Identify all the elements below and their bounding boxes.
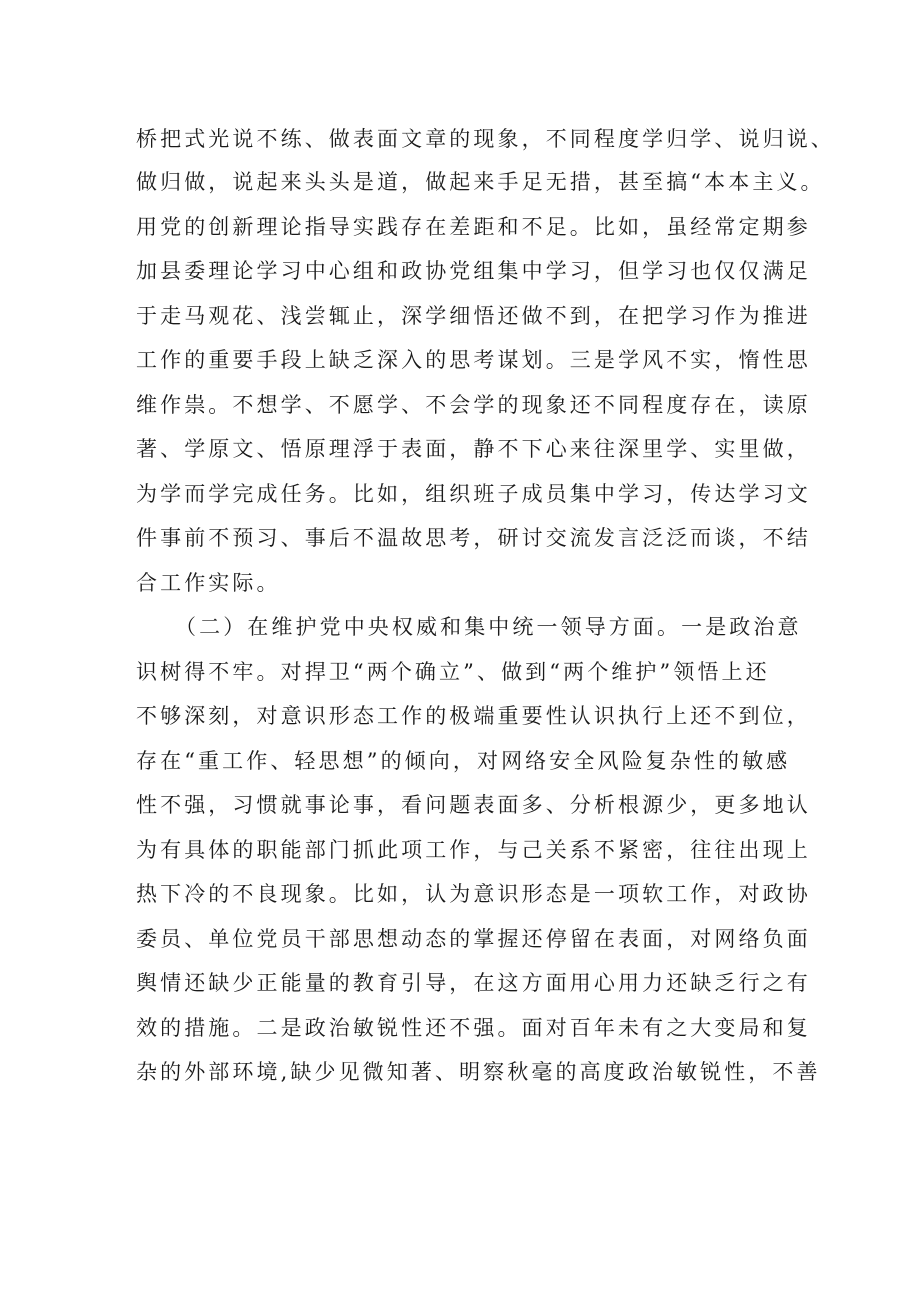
text-line: 件事前不预习、事后不温故思考，研讨交流发言泛泛而谈，不结 — [136, 526, 811, 550]
text-line: 识树得不牢。对捍卫“两个确立”、做到“两个维护”领悟上还 — [136, 660, 770, 684]
text-line: 工作的重要手段上缺乏深入的思考谋划。三是学风不实，惰性思 — [136, 348, 811, 372]
text-line: 存在“重工作、轻思想”的倾向，对网络安全风险复杂性的敏感 — [136, 749, 791, 773]
text-line: 用党的创新理论指导实践存在差距和不足。比如，虽经常定期参 — [136, 215, 811, 239]
text-line: 性不强，习惯就事论事，看问题表面多、分析根源少，更多地认 — [136, 793, 811, 817]
text-line: 为学而学完成任务。比如，组织班子成员集中学习，传达学习文 — [136, 482, 811, 506]
text-line: 不够深刻，对意识形态工作的极端重要性认识执行上还不到位， — [136, 704, 811, 728]
text-line: 为有具体的职能部门抓此项工作，与己关系不紧密，往往出现上 — [136, 838, 811, 862]
text-line: 舆情还缺少正能量的教育引导，在这方面用心用力还缺乏行之有 — [136, 971, 811, 995]
text-line: 委员、单位党员干部思想动态的掌握还停留在表面，对网络负面 — [136, 927, 811, 951]
text-line: 桥把式光说不练、做表面文章的现象，不同程度学归学、说归说、 — [136, 127, 835, 151]
text-line: 合工作实际。 — [136, 571, 281, 595]
text-line: 著、学原文、悟原理浮于表面，静不下心来往深里学、实里做， — [136, 437, 811, 461]
text-line: 热下冷的不良现象。比如，认为意识形态是一项软工作，对政协 — [136, 882, 811, 906]
section-heading-line: （二）在维护党中央权威和集中统一领导方面。一是政治意 — [175, 615, 802, 639]
text-line: 做归做，说起来头头是道，做起来手足无措，甚至搞“本本主义。 — [136, 170, 825, 194]
text-line: 于走马观花、浅尝辄止，深学细悟还做不到，在把学习作为推进 — [136, 304, 811, 328]
text-line: 效的措施。二是政治敏锐性还不强。面对百年未有之大变局和复 — [136, 1016, 811, 1040]
text-line: 加县委理论学习中心组和政协党组集中学习，但学习也仅仅满足 — [136, 259, 811, 283]
text-line: 杂的外部环境,缺少见微知著、明察秋毫的高度政治敏锐性，不善 — [136, 1060, 821, 1084]
text-line: 维作祟。不想学、不愿学、不会学的现象还不同程度存在，读原 — [136, 393, 811, 417]
